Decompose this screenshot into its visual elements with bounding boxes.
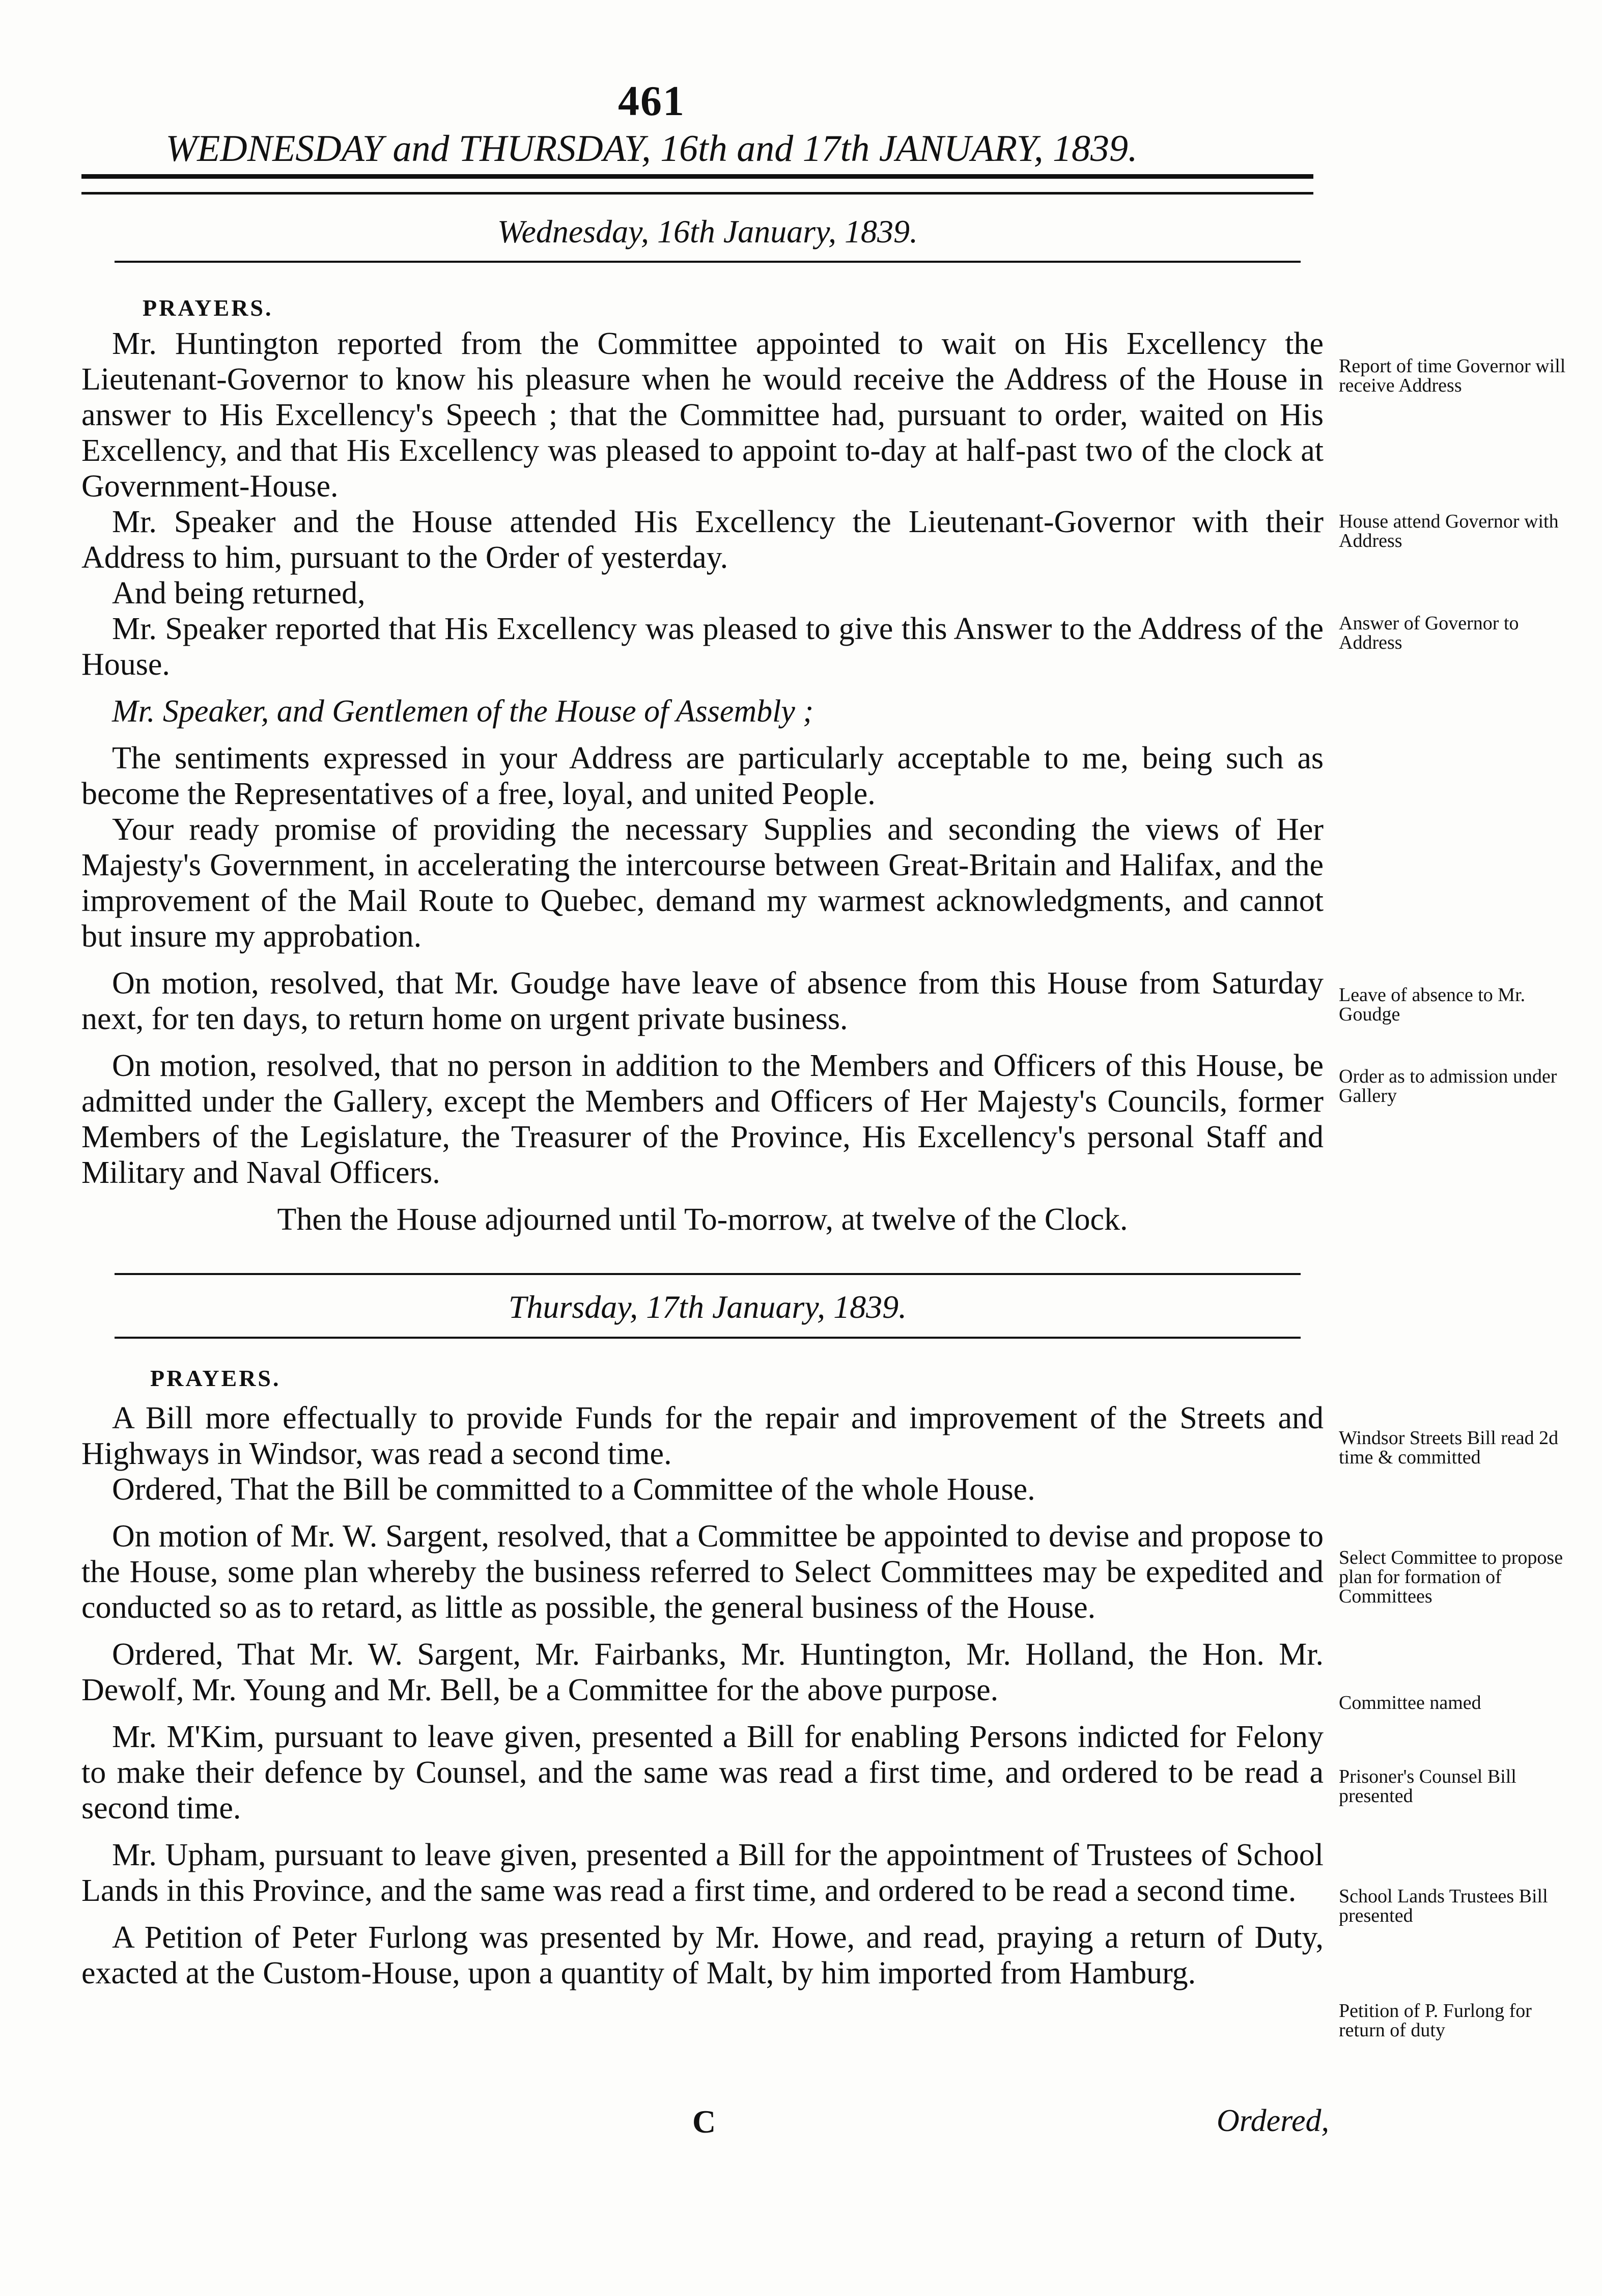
margin-note: Prisoner's Counsel Bill presented bbox=[1339, 1766, 1516, 1807]
paragraph: Mr. Upham, pursuant to leave given, presented a Bill for the appointment of Trustees of School Lands in this Province, and the same was read a first time, and ordered to be read a second time. bbox=[81, 1838, 1324, 1908]
paragraph: Mr. Huntington reported from the Committee appointed to wait on His Excellency the Lieutenant-Governor to know his pleasure when he would receive the Address of the House in answer to His Excellency's Speech ; that the Committee had, pursuant to order, waited on His Excellency, and that His Excellency was pleased to appoint to-day at half-past two of the clock at Government-House. bbox=[81, 326, 1324, 504]
paragraph: Ordered, That Mr. W. Sargent, Mr. Fairbanks, Mr. Huntington, Mr. Holland, the Hon. Mr. Dewolf, Mr. Young and Mr. Bell, be a Committee for the above purpose. bbox=[81, 1637, 1324, 1707]
paragraph: And being returned, bbox=[112, 576, 366, 611]
prayers-heading: PRAYERS. bbox=[143, 295, 273, 321]
paragraph: On motion of Mr. W. Sargent, resolved, that a Committee be appointed to devise and propose to the House, some plan whereby the business referred to Select Committees may be expedited and conducted so as to retard, as little as possible, the general business of the House. bbox=[81, 1519, 1324, 1625]
prayers-heading: PRAYERS. bbox=[150, 1365, 281, 1391]
catchword: Ordered, bbox=[1217, 2104, 1329, 2138]
paragraph: Your ready promise of providing the necessary Supplies and seconding the views of Her Majesty's Government, in accelerating the intercourse between Great-Britain and Halifax, and the improvement of the Mail Route to Quebec, demand my warmest acknowledgments, and cannot but insure my approbation. bbox=[81, 812, 1324, 954]
divider-rule bbox=[115, 261, 1301, 263]
margin-note: Windsor Streets Bill read 2d time & committed bbox=[1339, 1427, 1559, 1468]
page-number: 461 bbox=[618, 77, 685, 125]
margin-note: Answer of Governor to Address bbox=[1339, 613, 1519, 653]
date-heading-wednesday: Wednesday, 16th January, 1839. bbox=[497, 213, 918, 250]
paragraph: The sentiments expressed in your Address are particularly acceptable to me, being such as become the Representatives of a free, loyal, and united People. bbox=[81, 741, 1324, 811]
paragraph: Mr. Speaker and the House attended His Excellency the Lieutenant-Governor with their Address to him, pursuant to the Order of yesterday. bbox=[81, 505, 1324, 575]
margin-note: House attend Governor with Address bbox=[1339, 511, 1559, 551]
margin-note: Petition of P. Furlong for return of duty bbox=[1339, 2000, 1532, 2041]
salutation: Mr. Speaker, and Gentlemen of the House of Assembly ; bbox=[112, 694, 814, 729]
paragraph: Mr. M'Kim, pursuant to leave given, presented a Bill for enabling Persons indicted for Felony to make their defence by Counsel, and the same was read a first time, and ordered to be read a second time. bbox=[81, 1720, 1324, 1825]
paragraph: Ordered, That the Bill be committed to a Committee of the whole House. bbox=[112, 1472, 1035, 1507]
adjournment-line: Then the House adjourned until To-morrow, at twelve of the Clock. bbox=[277, 1202, 1128, 1237]
divider-rule bbox=[115, 1337, 1301, 1339]
margin-note: Committee named bbox=[1339, 1692, 1481, 1713]
paragraph: On motion, resolved, that no person in addition to the Members and Officers of this House, be admitted under the Gallery, except the Members and Officers of Her Majesty's Councils, former Members of the Legislature, the Treasurer of the Province, His Excellency's personal Staff and Military and Naval Officers. bbox=[81, 1048, 1324, 1190]
body-text-wednesday bbox=[81, 326, 1324, 1237]
date-heading-thursday: Thursday, 17th January, 1839. bbox=[508, 1289, 907, 1325]
paragraph: On motion, resolved, that Mr. Goudge have leave of absence from this House from Saturday next, for ten days, to return home on urgent private business. bbox=[81, 966, 1324, 1036]
body-text-thursday bbox=[81, 1400, 1324, 1991]
signature-mark: C bbox=[692, 2104, 716, 2140]
margin-note: Select Committee to propose plan for formation of Committees bbox=[1339, 1547, 1563, 1607]
margin-note: Report of time Governor will receive Address bbox=[1339, 355, 1566, 396]
divider-rule bbox=[115, 1273, 1301, 1275]
paragraph: A Petition of Peter Furlong was presented by Mr. Howe, and read, praying a return of Duty, exacted at the Custom-House, upon a quantity of Malt, by him imported from Hamburg. bbox=[81, 1920, 1324, 1990]
margin-note: School Lands Trustees Bill presented bbox=[1339, 1886, 1548, 1926]
margin-note: Leave of absence to Mr. Goudge bbox=[1339, 984, 1526, 1025]
paragraph: A Bill more effectually to provide Funds for the repair and improvement of the Streets and Highways in Windsor, was read a second time. bbox=[81, 1401, 1324, 1471]
margin-note: Order as to admission under Gallery bbox=[1339, 1066, 1557, 1106]
header-double-rule bbox=[81, 174, 1313, 195]
paragraph: Mr. Speaker reported that His Excellency was pleased to give this Answer to the Address of the House. bbox=[81, 612, 1324, 682]
running-title: WEDNESDAY and THURSDAY, 16th and 17th JANUARY, 1839. bbox=[165, 128, 1138, 170]
